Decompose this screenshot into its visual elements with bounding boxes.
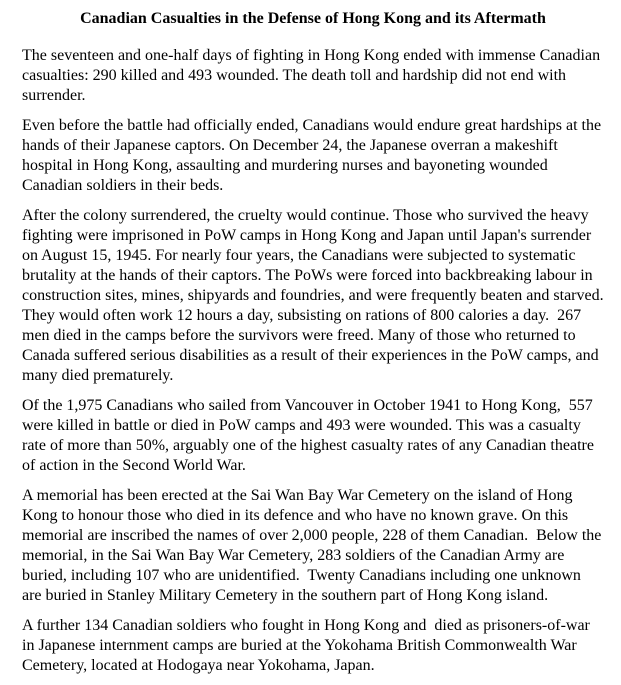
body-paragraph: Of the 1,975 Canadians who sailed from Vancouver in October 1941 to Hong Kong, 557 were killed in battle or died in PoW camps and 493 were wounded. This was a casualty rate of more than 50%, arguably one of the highest casualty rates of any Canadian theatre of action in the Second World War. bbox=[22, 397, 598, 474]
body-paragraph: A memorial has been erected at the Sai Wan Bay War Cemetery on the island of Hong Kong to honour those who died in its defence and who have no known grave. On this memorial are inscribed the names of over 2,000 people, 228 of them Canadian. Below the memorial, in the Sai Wan Bay War Cemetery, 283 soldiers of the Canadian Army are buried, including 107 who are unidentified. Twenty Canadians including one unknown are buried in Stanley Military Cemetery in the southern part of Hong Kong island. bbox=[22, 487, 606, 604]
page-title: Canadian Casualties in the Defense of Hong Kong and its Aftermath bbox=[80, 10, 546, 27]
body-paragraph: Even before the battle had officially ended, Canadians would endure great hardships at the hands of their Japanese captors. On December 24, the Japanese overran a makeshift hospital in Hong Kong, assaulting and murdering nurses and bayoneting wounded Canadian soldiers in their beds. bbox=[22, 117, 606, 194]
document-page bbox=[0, 9, 621, 676]
body-paragraph: The seventeen and one-half days of fighting in Hong Kong ended with immense Canadian casualties: 290 killed and 493 wounded. The death toll and hardship did not end with surrender. bbox=[22, 47, 605, 104]
body-paragraph: After the colony surrendered, the cruelty would continue. Those who survived the heavy fighting were imprisoned in PoW camps in Hong Kong and Japan until Japan's surrender on August 15, 1945. For nearly four years, the Canadians were subjected to systematic brutality at the hands of their captors. The PoWs were forced into backbreaking labour in construction sites, mines, shipyards and foundries, and were frequently beaten and starved. They would often work 12 hours a day, subsisting on rations of 800 calories a day. 267 men died in the camps before the survivors were freed. Many of those who returned to Canada suffered serious disabilities as a result of their experiences in the PoW camps, and many died prematurely. bbox=[22, 207, 612, 384]
body-paragraph: A further 134 Canadian soldiers who fought in Hong Kong and died as prisoners-of-war in Japanese internment camps are buried at the Yokohama British Commonwealth War Cemetery, located at Hodogaya near Yokohama, Japan. bbox=[22, 617, 594, 674]
